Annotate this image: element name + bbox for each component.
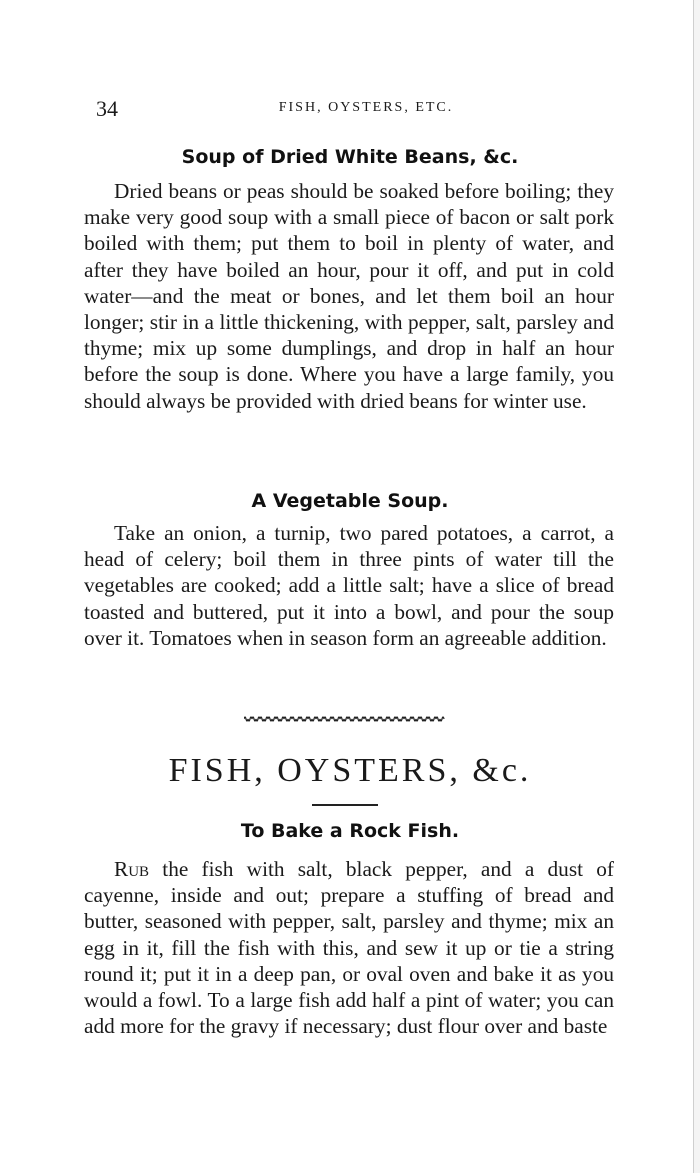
section-title: FISH, OYSTERS, &c. [168, 752, 532, 789]
page-number: 34 [96, 96, 118, 121]
recipe-title-rock-fish: To Bake a Rock Fish. [240, 820, 460, 842]
recipe-body-rock-fish-text: the fish with salt, black pepper, and a dust of cayenne, inside and out; prepare a stuffing of bread and butter, seasoned with pepper, salt, parsley and thyme; mix an egg in it, fill the fish with this, and sew it up or tie a string round it; put it in a deep pan, or oval oven and bake it as you would a fowl. To a large fish add half a pint of water; you can add more for the gravy if necessary; dust flour over and baste [84, 857, 614, 1039]
wavy-divider-ornament [244, 714, 448, 724]
recipe-body-vegetable-soup: Take an onion, a turnip, two pared potatoes, a carrot, a head of celery; boil them in three pints of water till the vegetables are cooked; add a little salt; have a slice of bread toasted and buttered, put it into a bowl, and pour the soup over it. Tomatoes when in season form an agreeable addition. [84, 521, 614, 650]
lead-word: Rub [114, 857, 150, 881]
recipe-title-vegetable-soup: A Vegetable Soup. [251, 490, 449, 512]
recipe-body-bean-soup: Dried beans or peas should be soaked before boiling; they make very good soup with a small piece of bacon or salt pork boiled with them; put them to boil in plenty of water, and after they have boiled an hour, pour it off, and put in cold water—and the meat or bones, and let them boil an hour longer; stir in a little thickening, with pepper, salt, parsley and thyme; mix up some dumplings, and drop in half an hour before the soup is done. Where you have a large family, you should always be provided with dried beans for winter use. [84, 179, 614, 413]
page-edge [693, 0, 700, 1173]
section-rule [312, 804, 378, 806]
running-head [96, 96, 616, 124]
recipe-body-rock-fish [84, 856, 614, 1039]
running-title: FISH, OYSTERS, ETC. [278, 100, 454, 115]
recipe-title-bean-soup: Soup of Dried White Beans, &c. [181, 146, 519, 168]
